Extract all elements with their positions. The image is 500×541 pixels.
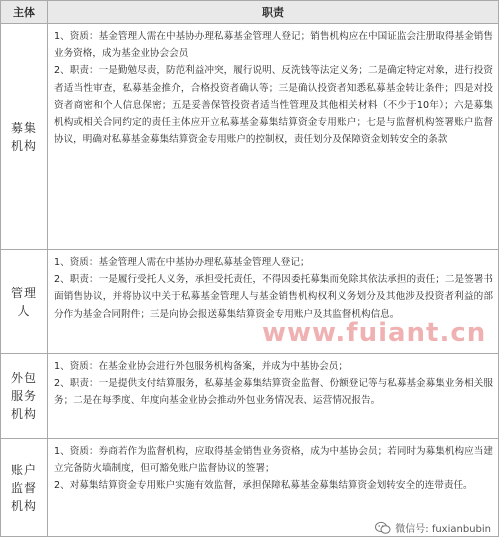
row-duties <box>48 354 499 439</box>
footer <box>0 514 499 541</box>
wechat-icon <box>375 521 391 535</box>
row-subject: 募集机构 <box>1 24 48 250</box>
duty-item: 1、资质：基金管理人需在中基协办理私募基金管理人登记； <box>54 257 310 268</box>
table-row <box>1 354 499 439</box>
wechat-watermark <box>375 520 491 535</box>
table-row <box>1 24 499 250</box>
row-subject: 账户监督机构 <box>1 439 48 537</box>
duty-item: 1、资质：在基金业协会进行外包服务机构备案，并成为中基协会员； <box>54 361 348 372</box>
row-subject: 外包服务机构 <box>1 354 48 439</box>
header-subject: 主体 <box>1 1 48 24</box>
site-watermark: www.fuiant.cn <box>262 318 487 348</box>
duty-item: 1、资质：基金管理人需在中基协办理私募基金管理人登记；销售机构应在中国证监会注册取得基金销售业务资格，成为基金业协会会员 <box>54 31 493 60</box>
duty-item: 1、资质：券商若作为监督机构，应取得基金销售业务资格，成为中基协会员；若同时为募集机构应当建立完备防火墙制度，但可豁免账户监督协议的签署； <box>54 446 493 475</box>
header-duties: 职责 <box>48 1 499 24</box>
row-subject: 管理人 <box>1 250 48 354</box>
row-duties <box>48 24 499 250</box>
duty-item: 2、对募集结算资金专用账户实施有效监督，承担保障私募基金募集结算资金划转安全的连带责任。 <box>54 480 473 492</box>
table-header-row <box>1 1 499 24</box>
duty-item: 2、职责：一是履行受托人义务，承担受托责任，不得因委托募集而免除其依法承担的责任；二是签署书面销售协议，并将协议中关于私募基金管理人与基金销售机构权利义务划分及其他涉及投资者利益的部分作为基金合同附件；三是向协会报送募集结算资金专用账户及其监督机构信息。 <box>54 274 493 320</box>
wechat-id: 微信号: fuxianbubin <box>395 524 491 535</box>
duty-item: 2、职责：一是提供支付结算服务，私募基金募集结算资金监督、份额登记等与私募基金募集业务相关服务；二是在每季度、年度向基金业协会推动外包业务情况表、运营情况报告。 <box>54 378 493 407</box>
duty-item: 2、职责：一是勤勉尽责，防范利益冲突，履行说明、反洗钱等法定义务；二是确定特定对象，进行投资者适当性审查，私募基金推介，合格投资者确认等；三是确认投资者知悉私募基金转让条件；四是对投资者商密和个人信息保密；五是妥善保管投资者适当性管理及其他相关材料（不少于10年）；六是募集机构或相关合同约定的责任主体应开立私募基金募集结算资金专用账户；七是与监督机构签署账户监督协议，明确对私募基金募集结算资金专用账户的控制权，责任划分及保障资金划转安全的条款 <box>54 65 493 146</box>
